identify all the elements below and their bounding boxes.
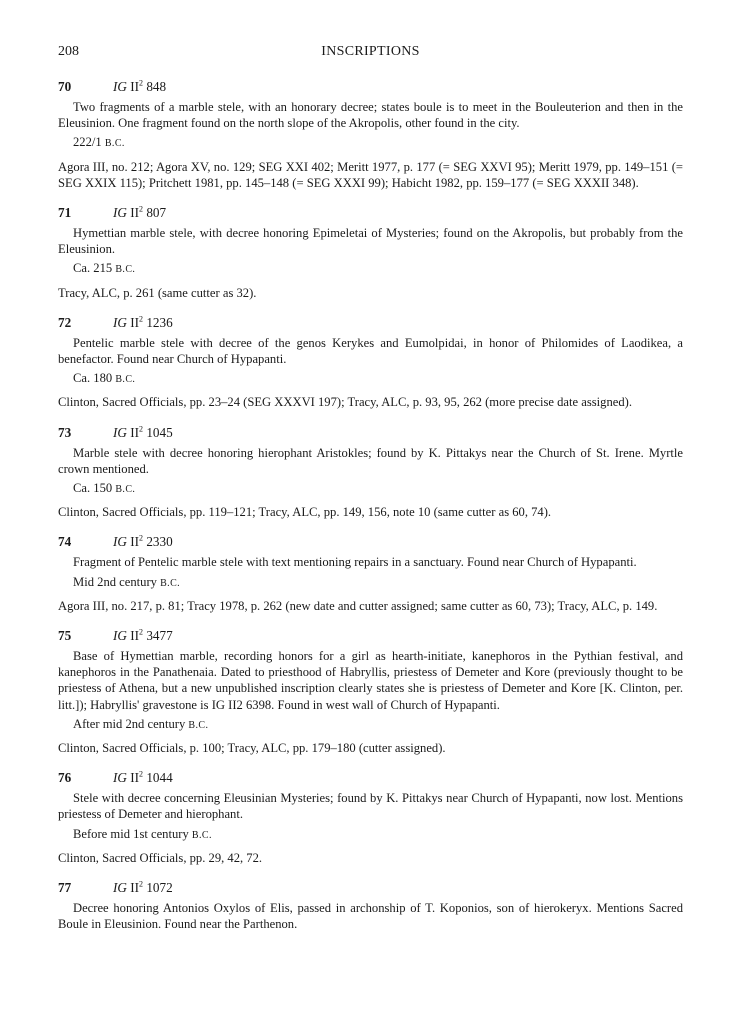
catalog-entry (58, 769, 683, 866)
entry-number: 74 (58, 534, 72, 550)
inscription-reference: IG $II^2$ 1045 (113, 424, 173, 440)
entry-heading (58, 314, 683, 331)
entry-date: Ca. 180 B.C. (73, 371, 136, 386)
catalog-entry (58, 424, 683, 521)
catalog-entry (58, 314, 683, 411)
entry-description: Decree honoring Antonios Oxylos of Elis, passed in archonship of T. Koponios, son of hierokeryx. Mentions Sacred Boule in Eleusinion. Found near the Parthenon. (58, 901, 683, 932)
entry-heading (58, 627, 683, 644)
entry-bibliography: Clinton, Sacred Officials, pp. 119–121; Tracy, ALC, pp. 149, 156, note 10 (same cutter as 60, 74). (58, 505, 552, 520)
document-page (58, 44, 683, 946)
inscription-reference: IG $II^2$ 1236 (113, 314, 173, 330)
inscription-reference: IG $II^2$ 2330 (113, 534, 173, 550)
entry-number: 72 (58, 314, 72, 330)
entry-date: Ca. 150 B.C. (73, 481, 136, 496)
catalog-entry (58, 204, 683, 301)
running-header (58, 44, 683, 66)
catalog-entry (58, 533, 683, 614)
inscription-reference: IG $II^2$ 1044 (113, 769, 173, 786)
entry-bibliography: Clinton, Sacred Officials, pp. 29, 42, 72. (58, 850, 263, 865)
entry-heading (58, 78, 683, 95)
entry-bibliography: Tracy, ALC, p. 261 (same cutter as 32). (58, 285, 257, 300)
entry-heading (58, 424, 683, 441)
entry-description: Pentelic marble stele with decree of the genos Kerykes and Eumolpidai, in honor of Philomides of Laodikea, a benefactor. Found near Church of Hypapanti. (58, 335, 683, 367)
catalog-entry (58, 78, 683, 191)
entry-heading (58, 879, 683, 896)
entry-date: 222/1 B.C. (73, 135, 125, 150)
entry-bibliography: Clinton, Sacred Officials, pp. 23–24 (SEG XXXVI 197); Tracy, ALC, p. 93, 95, 262 (more precise date assigned). (58, 395, 632, 410)
entry-heading (58, 533, 683, 550)
inscription-reference: IG $II^2$ 807 (113, 204, 167, 221)
page-number: 208 (58, 44, 79, 59)
entry-description: Two fragments of a marble stele, with an honorary decree; states boule is to meet in the Bouleuterion and then in the Eleusinion. One fragment found on the north slope of the Akropolis, other found in the city. (58, 100, 683, 131)
running-title: INSCRIPTIONS (321, 44, 420, 59)
entry-description: Stele with decree concerning Eleusinian Mysteries; found by K. Pittakys near Church of Hypapanti, now lost. Mentions priestess of Demeter and hierophant. (58, 791, 683, 822)
entry-date: Ca. 215 B.C. (73, 261, 136, 276)
entry-date: Before mid 1st century B.C. (73, 826, 212, 841)
entry-number: 75 (58, 628, 72, 644)
entry-description: Fragment of Pentelic marble stele with text mentioning repairs in a sanctuary. Found near Church of Hypapanti. (73, 555, 637, 570)
entry-number: 71 (58, 205, 72, 221)
entry-description: Marble stele with decree honoring hierophant Aristokles; found by K. Pittakys near the Church of St. Irene. Myrtle crown mentioned. (58, 445, 683, 476)
entry-bibliography: Agora III, no. 212; Agora XV, no. 129; SEG XXI 402; Meritt 1977, p. 177 (= SEG XXVI 95); Meritt 1979, pp. 149–151 (= SEG XXIX 115); Pritchett 1981, pp. 145–148 (= SEG XXXI 99); Habicht 1982, pp. 159–177 (= SEG XXXII 348). (58, 159, 683, 190)
entry-description: Hymettian marble stele, with decree honoring Epimeletai of Mysteries; found on the Akropolis, but probably from the Eleusinion. (58, 226, 683, 257)
entry-bibliography: Clinton, Sacred Officials, p. 100; Tracy, ALC, pp. 179–180 (cutter assigned). (58, 741, 446, 756)
entry-date: After mid 2nd century B.C. (73, 716, 209, 731)
inscription-reference: IG $II^2$ 1072 (113, 879, 173, 896)
inscription-reference: IG $II^2$ 848 (113, 78, 167, 94)
entry-description: Base of Hymettian marble, recording honors for a girl as hearth-initiate, kanephoros in the Pythian festival, and kanephoros in the Panathenaia. Dated to priesthood of Habryllis, priestess of Demeter and Kore (previously thought to be priestess of Athena, but a new unpublished inscription clearly states she is priestess of Demeter and Kore [K. Clinton, per. litt.]); Habryllis' gravestone is IG II2 6398. Found in west wall of Church of Hypapanti. (58, 649, 683, 712)
entry-bibliography: Agora III, no. 217, p. 81; Tracy 1978, p. 262 (new date and cutter assigned; same cutter as 60, 73); Tracy, ALC, p. 149. (58, 598, 658, 613)
entry-number: 76 (58, 770, 72, 786)
catalog-entry (58, 879, 683, 932)
entry-date: Mid 2nd century B.C. (73, 574, 181, 589)
entry-heading (58, 769, 683, 786)
entry-heading (58, 204, 683, 221)
entry-number: 73 (58, 424, 72, 440)
inscription-reference: IG $II^2$ 3477 (113, 627, 173, 644)
entry-number: 77 (58, 880, 72, 896)
entry-number: 70 (58, 79, 72, 94)
catalog-entry (58, 627, 683, 756)
